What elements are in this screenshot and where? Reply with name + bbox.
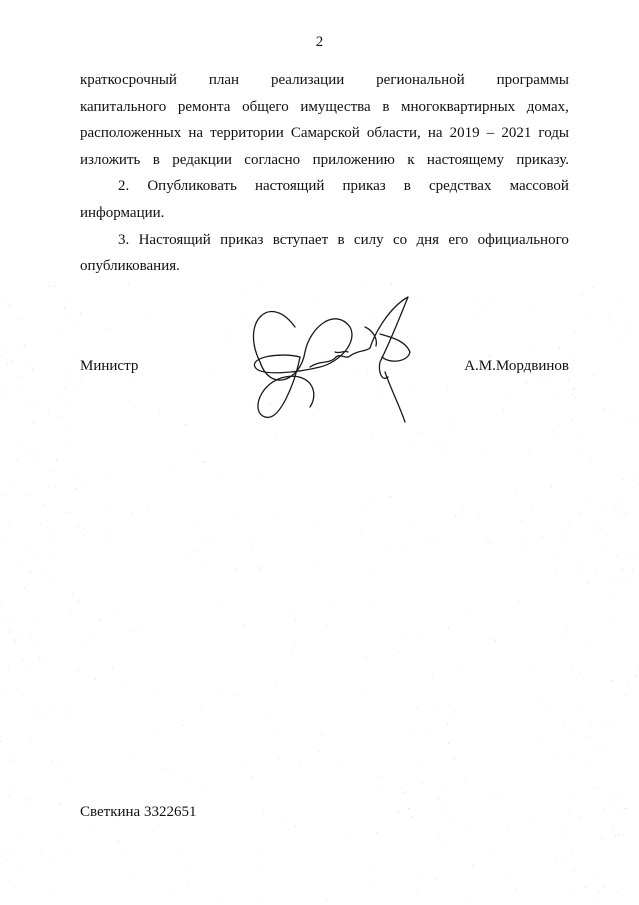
- word: Настоящий: [138, 231, 211, 248]
- word: в: [403, 178, 411, 195]
- word: вступает: [272, 231, 329, 248]
- signatory-name: А.М.Мордвинов: [464, 358, 569, 374]
- word: ремонта: [177, 98, 231, 115]
- word: программы: [496, 72, 569, 88]
- position-title: Министр: [80, 358, 139, 374]
- word: настоящий: [254, 178, 325, 195]
- word: на: [188, 125, 203, 142]
- text-line: [80, 173, 569, 200]
- word: реализации: [270, 72, 345, 88]
- paragraph-continuation: [80, 67, 569, 173]
- word: приказ: [220, 231, 264, 248]
- document-body: [80, 67, 569, 280]
- word: многоквартирных: [401, 98, 516, 115]
- word: краткосрочный: [80, 72, 177, 88]
- word: 2019: [449, 125, 480, 142]
- word: общего: [242, 98, 289, 115]
- handwritten-signature: [240, 282, 420, 432]
- word: 2.: [118, 178, 130, 195]
- word: 2021: [501, 125, 532, 142]
- word: дня: [416, 231, 440, 248]
- paragraph-item-2: [80, 173, 569, 226]
- word: силу: [353, 231, 384, 248]
- word: Самарской: [290, 125, 360, 142]
- word: средствах: [428, 178, 492, 195]
- text-line: [80, 120, 569, 147]
- page-number: 2: [315, 34, 324, 50]
- word: капитального: [80, 98, 167, 115]
- word: в: [337, 231, 345, 248]
- word: со: [392, 231, 408, 248]
- text-line: [80, 227, 569, 254]
- word: 3.: [118, 231, 130, 248]
- text-line: информации.: [80, 204, 165, 221]
- word: план: [208, 72, 240, 88]
- word: домах,: [526, 98, 569, 115]
- word: приказ: [342, 178, 386, 195]
- text-line: изложить в редакции согласно приложению к настоящему приказу.: [80, 151, 569, 168]
- word: региональной: [376, 72, 465, 88]
- word: –: [486, 125, 495, 142]
- word: расположенных: [80, 125, 182, 142]
- word: имущества: [300, 98, 371, 115]
- word: в: [382, 98, 390, 115]
- word: на: [427, 125, 443, 142]
- word: его: [448, 231, 469, 248]
- word: официального: [477, 231, 569, 248]
- paragraph-item-3: [80, 227, 569, 280]
- text-line: [80, 94, 569, 121]
- executor-contact: Светкина 3322651: [80, 804, 197, 820]
- word: Опубликовать: [147, 178, 237, 195]
- text-line: [80, 67, 569, 94]
- word: области,: [366, 125, 421, 142]
- word: массовой: [509, 178, 569, 195]
- word: территории: [210, 125, 284, 142]
- text-line: опубликования.: [80, 258, 180, 275]
- word: годы: [538, 125, 569, 142]
